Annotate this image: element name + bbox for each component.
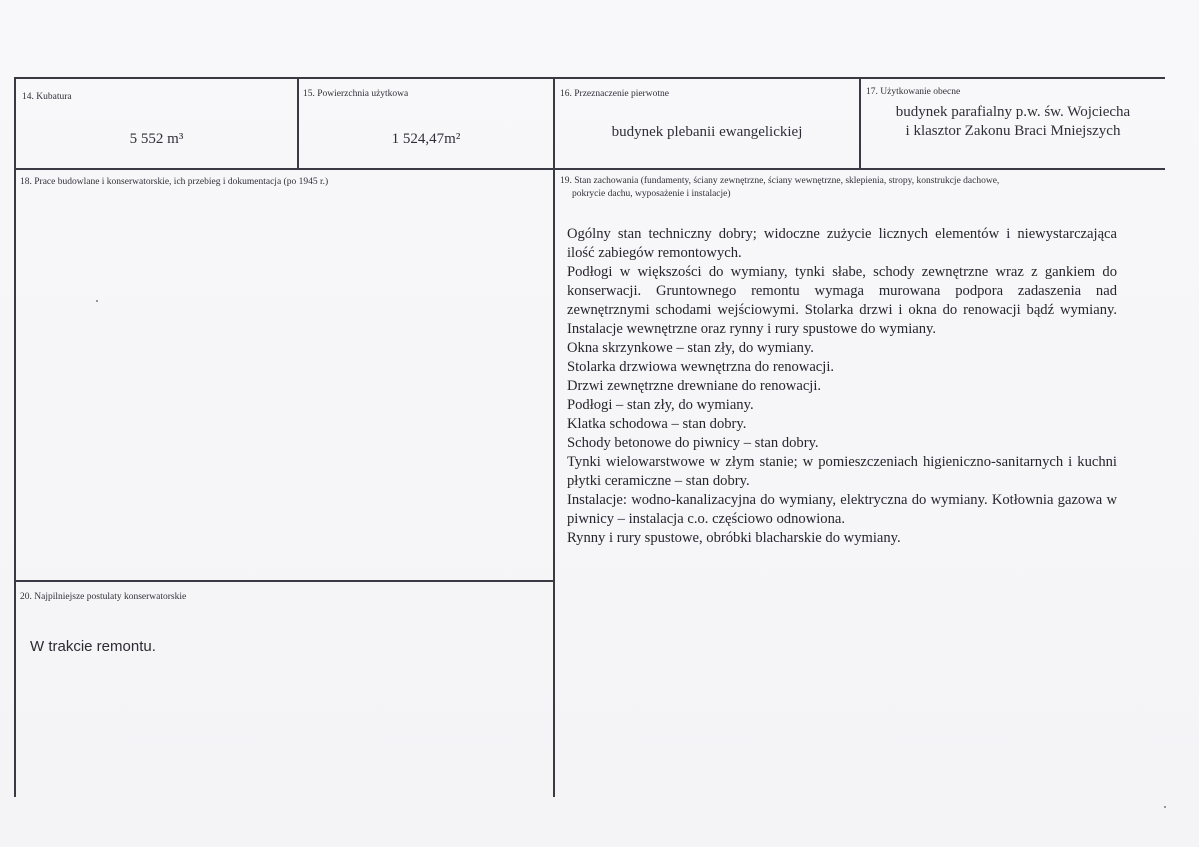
uzytkowanie-value-line1: budynek parafialny p.w. św. Wojciecha	[895, 104, 1131, 120]
powierzchnia-value: 1 524,47m²	[391, 131, 461, 147]
stan-paragraph: Klatka schodowa – stan dobry.	[567, 416, 747, 432]
col-divider-14-15	[297, 77, 299, 169]
top-border	[14, 77, 1165, 79]
stan-paragraph: Ogólny stan techniczny dobry; widoczne zużycie licznych elementów i niewystarczająca ilość zabiegów remontowych.	[567, 226, 1117, 261]
stan-label-line1: 19. Stan zachowania (fundamenty, ściany zewnętrzne, ściany wewnętrzne, sklepienia, stropy, konstrukcje dachowe,	[560, 176, 1000, 186]
left-border	[14, 77, 16, 797]
stan-paragraph: Podłogi w większości do wymiany, tynki słabe, schody zewnętrzne wraz z gankiem do konserwacji. Gruntownego remontu wymaga murowana podpora zadaszenia nad zewnętrznymi schodami wejściowymi. Stolarka drzwi i okna do renowacji bądź wymiany. Instalacje wewnętrzne oraz rynny i rury spustowe do wymiany.	[567, 264, 1117, 337]
stan-paragraph: Tynki wielowarstwowe w złym stanie; w pomieszczeniach higieniczno-sanitarnych i kuchni płytki ceramiczne – stan dobry.	[567, 454, 1117, 489]
scan-speck	[96, 300, 98, 302]
stan-paragraph: Schody betonowe do piwnicy – stan dobry.	[567, 435, 819, 451]
prace-label: 18. Prace budowlane i konserwatorskie, ich przebieg i dokumentacja (po 1945 r.)	[20, 177, 329, 187]
scan-speck	[1164, 806, 1166, 808]
postulaty-value: W trakcie remontu.	[30, 638, 156, 655]
stan-paragraph: Podłogi – stan zły, do wymiany.	[567, 397, 754, 413]
stan-paragraph: Okna skrzynkowe – stan zły, do wymiany.	[567, 340, 814, 356]
przeznaczenie-value: budynek plebanii ewangelickiej	[611, 124, 803, 140]
row-divider	[14, 168, 1165, 170]
stan-paragraph: Stolarka drzwiowa wewnętrzna do renowacji.	[567, 359, 835, 375]
stan-label-line2: pokrycie dachu, wyposażenie i instalacje)	[572, 189, 731, 199]
kubatura-value: 5 552 m³	[129, 131, 184, 147]
section-20-top-border	[14, 580, 555, 582]
stan-description	[567, 225, 1117, 548]
stan-paragraph: Drzwi zewnętrzne drewniane do renowacji.	[567, 378, 822, 394]
stan-paragraph: Rynny i rury spustowe, obróbki blacharskie do wymiany.	[567, 530, 901, 546]
stan-paragraph: Instalacje: wodno-kanalizacyjna do wymiany, elektryczna do wymiany. Kotłownia gazowa w piwnicy – instalacja c.o. częściowo odnowiona.	[567, 492, 1117, 527]
postulaty-label: 20. Najpilniejsze postulaty konserwatorskie	[20, 592, 187, 602]
uzytkowanie-value-line2: i klasztor Zakonu Braci Mniejszych	[905, 123, 1121, 139]
col-divider-main	[553, 77, 555, 797]
przeznaczenie-label: 16. Przeznaczenie pierwotne	[560, 89, 669, 99]
powierzchnia-label: 15. Powierzchnia użytkowa	[303, 89, 409, 99]
uzytkowanie-label: 17. Użytkowanie obecne	[866, 87, 961, 97]
kubatura-label: 14. Kubatura	[22, 92, 72, 102]
